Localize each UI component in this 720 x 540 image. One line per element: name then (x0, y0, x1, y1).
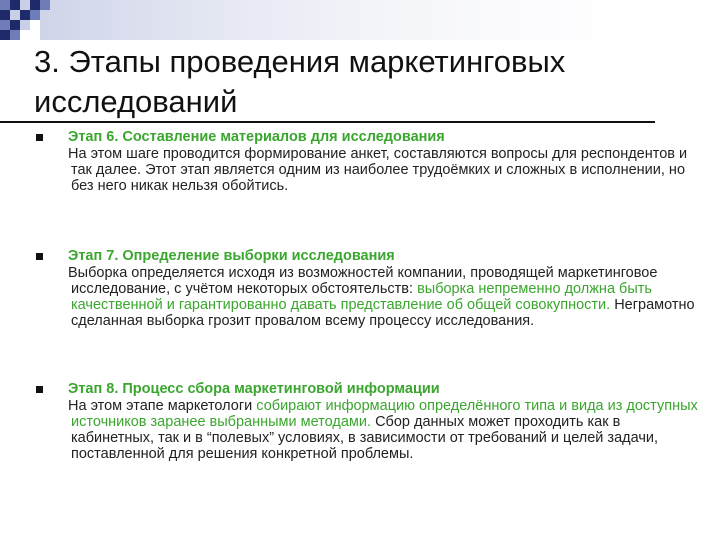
item-body (68, 146, 706, 194)
body-text: Выборка определяется исходя из возможностей компании, проводящей маркетинговое исследование, с учётом некоторых обстоятельств: (68, 265, 658, 297)
square-bullet-icon (36, 134, 43, 141)
list-item-stage-6 (36, 129, 706, 194)
body-text: проводится формирование анкет (162, 146, 386, 162)
square-bullet-icon (36, 253, 43, 260)
item-body (68, 398, 706, 462)
list-item-stage-7 (36, 248, 706, 329)
slide-title: 3. Этапы проведения маркетинговых исследований (34, 44, 566, 119)
highlighted-text: собирают информацию определённого типа и вида из доступных источников заранее выбранными методами. (71, 398, 698, 430)
highlighted-text: выборка непременно должна быть качественной и гарантированно давать представление об общей совокупности. (71, 281, 652, 313)
body-text: Сбор данных может проходить как в кабинетных, так и в “полевых” условиях, в зависимости от требований и целей задачи, поставленной для решения конкретной проблемы. (71, 414, 659, 462)
title-divider (0, 121, 655, 123)
body-text: Неграмотно сделанная выборка грозит провалом всему процессу исследования. (71, 297, 695, 329)
item-heading: Этап 8. Процесс сбора маркетинговой информации (68, 381, 440, 397)
corner-decoration (0, 0, 720, 40)
body-text: На этом шаге (68, 146, 163, 162)
body-text: На этом этапе маркетологи (68, 398, 257, 414)
item-body (68, 265, 706, 329)
square-bullet-icon (36, 386, 43, 393)
list-item-stage-8 (36, 381, 706, 462)
body-text: , составляются вопросы для респондентов и так далее. Этот этап является одним из наиболее трудоёмких и сложных в исполнении, но без него никак нельзя обойтись. (71, 146, 688, 194)
item-heading: Этап 6. Составление материалов для исследования (68, 129, 445, 145)
item-heading: Этап 7. Определение выборки исследования (68, 248, 395, 264)
